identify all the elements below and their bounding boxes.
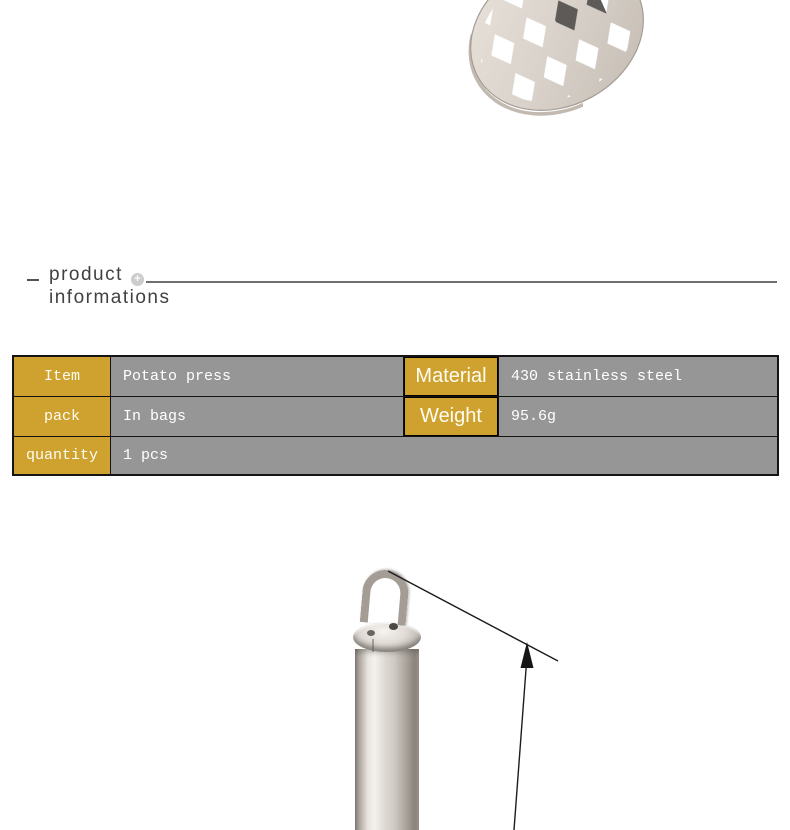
vertical-measure-line: [514, 656, 527, 830]
spec-label-weight: Weight: [404, 397, 498, 436]
plus-circle-icon: +: [131, 273, 144, 286]
cap-seam: [372, 639, 374, 652]
spec-value-item: Potato press: [111, 357, 403, 396]
section-title-line1: product: [49, 264, 123, 285]
header-left-dash: [27, 279, 39, 281]
handle-tube: [355, 649, 419, 830]
section-title: [49, 263, 171, 309]
masher-plate-photo: [448, 0, 668, 117]
spec-label-item: Item: [14, 357, 110, 396]
hanging-loop: [360, 568, 411, 626]
spec-label-pack: pack: [14, 397, 110, 436]
handle-photo: [350, 565, 430, 830]
handle-end-cap: [353, 622, 421, 652]
plate-disc: [448, 0, 668, 117]
spec-value-material: 430 stainless steel: [499, 357, 777, 396]
arrowhead-up-icon: [521, 642, 534, 668]
spec-label-material: Material: [404, 357, 498, 396]
spec-value-pack: In bags: [111, 397, 403, 436]
spec-label-quantity: quantity: [14, 437, 110, 474]
section-title-line2: informations: [49, 287, 171, 308]
cap-wire-hole: [367, 630, 375, 636]
header-rule-line: [146, 281, 777, 283]
spec-value-weight: 95.6g: [499, 397, 777, 436]
spec-table: [12, 355, 779, 476]
spec-value-quantity: 1 pcs: [111, 437, 777, 474]
